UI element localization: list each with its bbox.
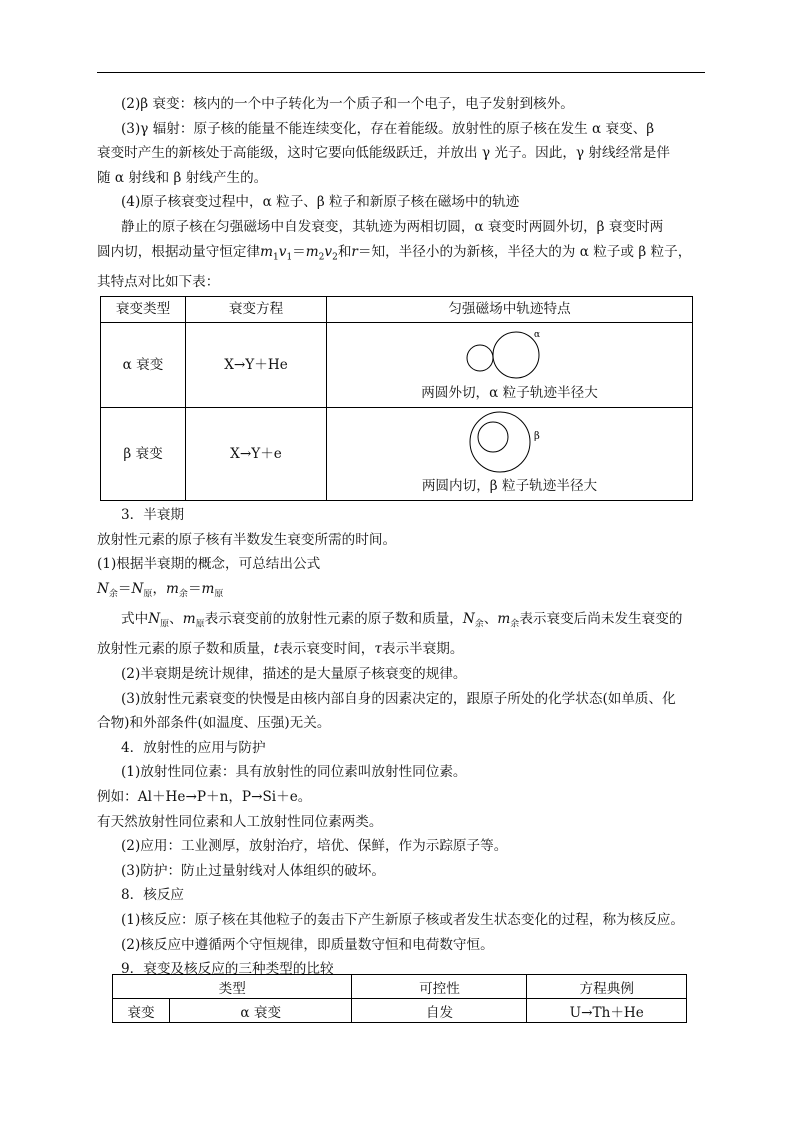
paragraph: (2)应用：工业测厚，放射治疗，培优、保鲜，作为示踪原子等。 — [121, 838, 508, 855]
trajectory-caption: 两圆内切，β 粒子轨迹半径大 — [421, 478, 598, 495]
paragraph: 静止的原子核在匀强磁场中自发衰变，其轨迹为两相切圆，α 衰变时两圆外切，β 衰变时两 — [121, 218, 664, 235]
equation-cell: X→Y＋He — [186, 323, 327, 408]
section-heading: 3．半衰期 — [121, 507, 185, 524]
paragraph: 有天然放射性同位素和人工放射性同位素两类。 — [97, 813, 383, 830]
internal-tangent-circles-figure — [460, 409, 560, 475]
beta-label: β — [534, 431, 540, 443]
decay-type-cell: β 衰变 — [101, 408, 186, 501]
paragraph: 衰变时产生的新核处于高能级，这时它要向低能级跃迁，并放出 γ 光子。因此，γ 射线经常是伴 — [97, 145, 670, 162]
equation-cell: X→Y＋e — [186, 408, 327, 501]
half-life-formula: $N_余=N_原$，$m_余=m_原$ — [97, 580, 224, 600]
paragraph: (4)原子核衰变过程中，α 粒子、β 粒子和新原子核在磁场中的轨迹 — [121, 194, 520, 211]
trajectory-caption: 两圆外切，α 粒子轨迹半径大 — [421, 385, 598, 402]
table-cell: 自发 — [352, 999, 527, 1023]
paragraph: 其特点对比如下表： — [97, 273, 220, 290]
section-heading: 8．核反应 — [121, 887, 185, 904]
table-header: 方程典例 — [527, 975, 687, 999]
table-row — [113, 999, 687, 1023]
table-header: 类型 — [113, 975, 352, 999]
reaction-comparison-table — [112, 974, 687, 1023]
paragraph: (2)核反应中遵循两个守恒规律，即质量数守恒和电荷数守恒。 — [121, 936, 494, 953]
table-header: 衰变类型 — [101, 297, 186, 323]
header-rule — [97, 72, 705, 73]
paragraph: 放射性元素的原子核有半数发生衰变所需的时间。 — [97, 531, 397, 548]
paragraph: 放射性元素的原子数和质量，t表示衰变时间，τ表示半衰期。 — [97, 641, 464, 658]
paragraph: 随 α 射线和 β 射线产生的。 — [97, 169, 268, 186]
paragraph: (2)半衰期是统计规律，描述的是大量原子核衰变的规律。 — [121, 666, 467, 683]
paragraph: (1)放射性同位素：具有放射性的同位素叫放射性同位素。 — [121, 764, 467, 781]
table-cell: 衰变 — [113, 999, 170, 1023]
paragraph: (3)γ 辐射：原子核的能量不能连续变化，存在着能级。放射性的原子核在发生 α 衰变、β — [121, 120, 655, 137]
table-row — [101, 323, 693, 408]
table-header: 匀强磁场中轨迹特点 — [327, 297, 693, 323]
paragraph: (1)核反应：原子核在其他粒子的轰击下产生新原子核或者发生状态变化的过程，称为核反应。 — [121, 912, 685, 928]
table-header: 衰变方程 — [186, 297, 327, 323]
table-cell: U→Th＋He — [527, 999, 687, 1023]
paragraph: 式中$N_原$、$m_原$表示衰变前的放射性元素的原子数和质量，$N_余$、$m_余$表示衰变后尚未发生衰变的 — [121, 611, 683, 630]
table-header: 可控性 — [352, 975, 527, 999]
paragraph: (2)β 衰变：核内的一个中子转化为一个质子和一个电子，电子发射到核外。 — [121, 96, 574, 112]
alpha-label: α — [534, 330, 541, 341]
table-cell: α 衰变 — [170, 999, 352, 1023]
section-heading: 9．衰变及核反应的三种类型的比较 — [121, 961, 334, 978]
table-row — [101, 408, 693, 501]
trajectory-cell — [327, 323, 693, 408]
paragraph: 合物)和外部条件(如温度、压强)无关。 — [97, 715, 331, 732]
external-tangent-circles-figure — [462, 325, 582, 383]
document-body — [97, 92, 705, 982]
decay-trajectory-table — [100, 296, 693, 501]
section-heading: 4．放射性的应用与防护 — [121, 739, 266, 756]
trajectory-cell — [327, 408, 693, 501]
paragraph: (1)根据半衰期的概念，可总结出公式 — [97, 556, 321, 573]
momentum-paragraph: 圆内切，根据动量守恒定律$m_1v_1=m_2v_2$和r＝知，半径小的为新核，半径大的为 α 粒子或 β 粒子， — [97, 243, 692, 263]
paragraph: (3)防护：防止过量射线对人体组织的破坏。 — [121, 862, 385, 879]
paragraph: (3)放射性元素衰变的快慢是由核内部自身的因素决定的，跟原子所处的化学状态(如单质、化 — [121, 690, 676, 707]
paragraph: 例如：Al＋He→P＋n，P→Si＋e。 — [97, 789, 312, 806]
decay-type-cell: α 衰变 — [101, 323, 186, 408]
